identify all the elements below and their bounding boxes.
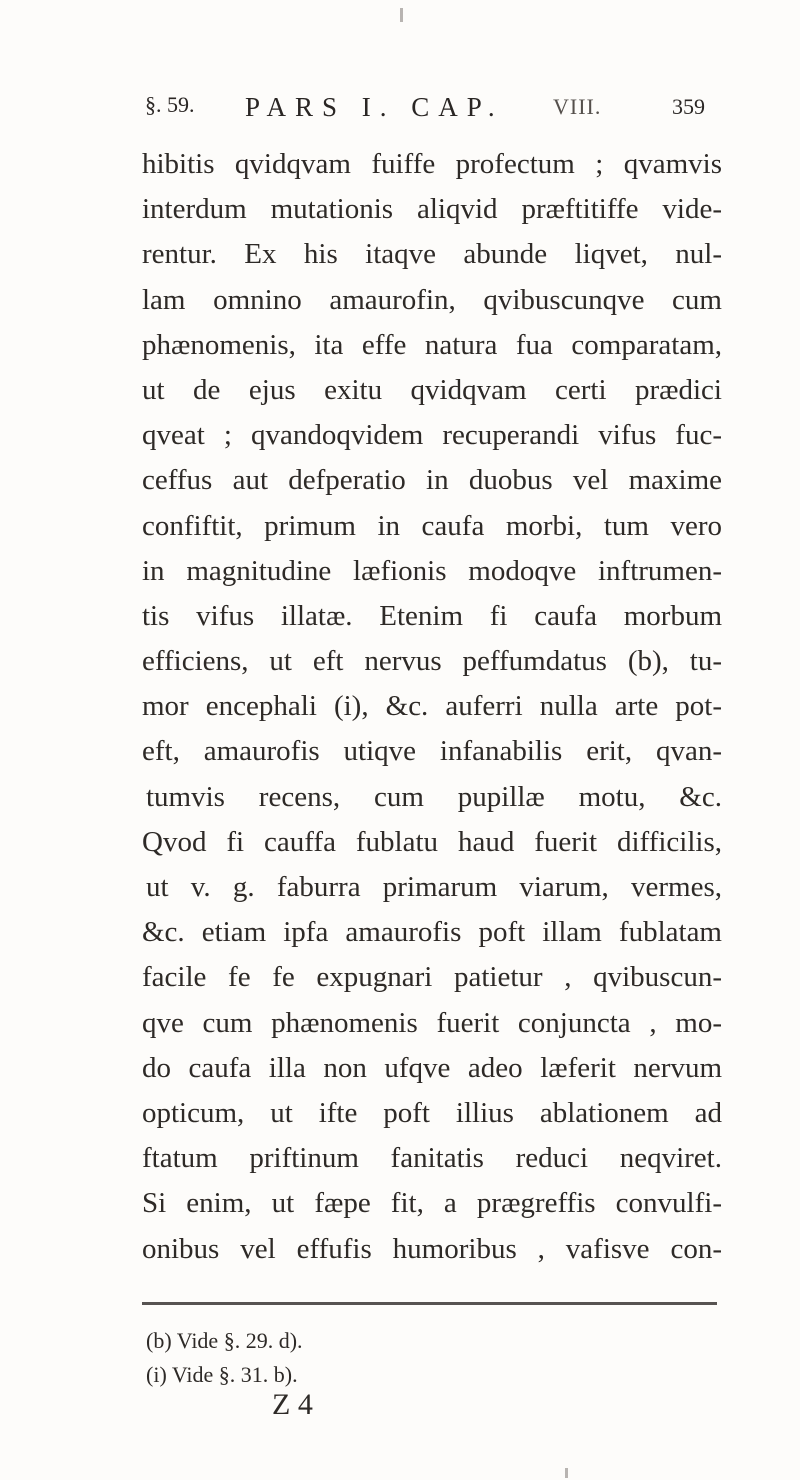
section-number: §. 59. [145,92,195,117]
text-line: phænomenis, ita effe natura fua comparatam, [142,328,722,361]
text-line: opticum, ut ifte poft illius ablationem ad [142,1096,722,1129]
text-line: onibus vel effufis humoribus , vafisve con- [142,1232,722,1265]
text-line: Qvod fi cauffa fublatu haud fuerit difficilis, [142,825,722,858]
text-line: lam omnino amaurofin, qvibuscunqve cum [142,283,722,316]
footnote-i: (i) Vide §. 31. b). [146,1362,298,1387]
signature-mark: Z 4 [272,1388,313,1421]
text-line: interdum mutationis aliqvid præftitiffe vide- [142,193,722,226]
paper-speck [565,1468,568,1478]
text-line: Si enim, ut fæpe fit, a prægreffis convulfi- [142,1187,722,1220]
text-line: confiftit, primum in caufa morbi, tum vero [142,509,722,542]
part-chapter-title: PARS I. CAP. [245,92,504,122]
body-text [142,142,722,1272]
text-line: efficiens, ut eft nervus peffumdatus (b), tu- [142,645,722,678]
text-line: in magnitudine læfionis modoqve inftrumen- [142,554,722,587]
text-line: facile fe fe expugnari patietur , qvibuscun- [142,961,722,994]
text-line: do caufa illa non ufqve adeo læferit nervum [142,1051,722,1084]
text-line: ut v. g. faburra primarum viarum, vermes, [146,871,722,903]
chapter-number: VIII. [553,94,602,119]
text-line: ceffus aut defperatio in duobus vel maxime [142,464,722,497]
footnote-divider [142,1302,717,1305]
page-number: 359 [672,94,705,119]
text-line: eft, amaurofis utiqve infanabilis erit, qvan- [142,735,722,768]
text-line: qve cum phænomenis fuerit conjuncta , mo- [142,1006,722,1039]
text-line: ftatum priftinum fanitatis reduci neqviret. [142,1142,722,1175]
paper-speck [400,8,403,22]
footnotes [146,1324,546,1392]
text-line: &c. etiam ipfa amaurofis poft illam fublatam [142,916,722,949]
text-line: ut de ejus exitu qvidqvam certi prædici [142,373,722,406]
text-line: hibitis qvidqvam fuiffe profectum ; qvamvis [142,148,722,180]
text-line: mor encephali (i), &c. auferri nulla arte pot- [142,690,722,723]
text-line: tis vifus illatæ. Etenim fi caufa morbum [142,599,722,632]
text-line: tumvis recens, cum pupillæ motu, &c. [146,780,722,813]
footnote-b: (b) Vide §. 29. d). [146,1328,303,1353]
text-line: qveat ; qvandoqvidem recuperandi vifus fuc- [142,419,722,452]
text-line: rentur. Ex his itaqve abunde liqvet, nul- [142,238,722,271]
running-header [145,92,705,128]
